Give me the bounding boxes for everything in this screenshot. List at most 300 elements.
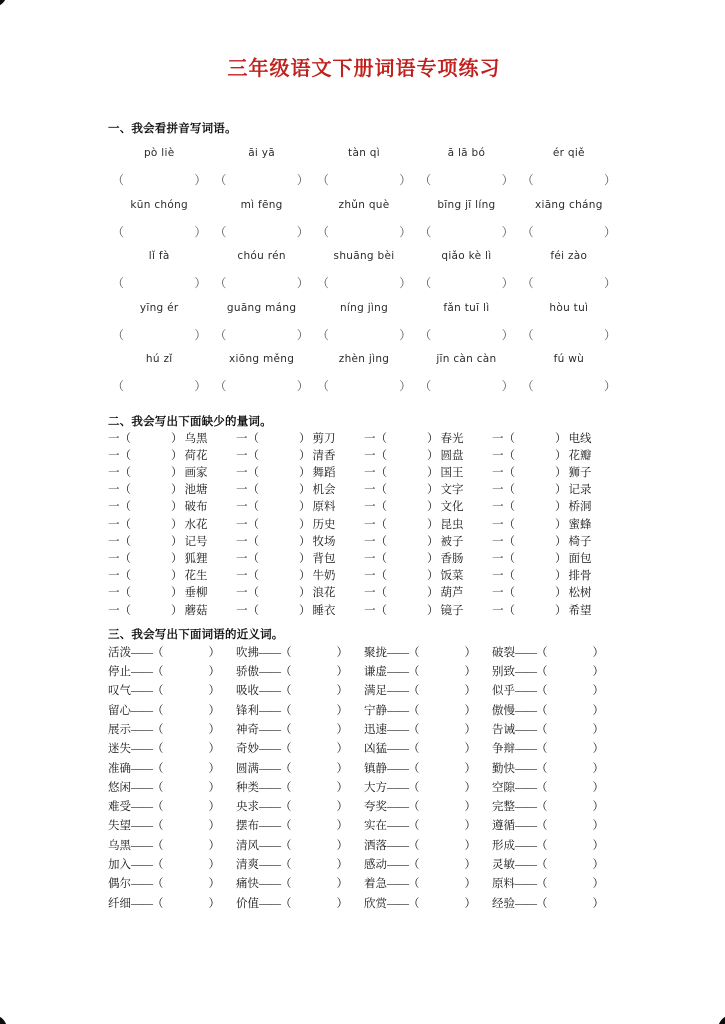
prompt-word: 准确 (108, 762, 131, 775)
bracket-close: ） (464, 646, 476, 659)
synonym-item[interactable] (492, 895, 620, 914)
measure-word-item[interactable] (236, 482, 364, 499)
synonym-item[interactable] (108, 721, 236, 740)
answer-blank[interactable] (518, 223, 620, 240)
synonym-connector: ——（ (515, 897, 547, 910)
synonym-connector: ——（ (387, 897, 419, 910)
synonym-item[interactable] (236, 817, 364, 836)
synonym-row (108, 740, 620, 759)
bracket-close: ） (592, 743, 604, 756)
pinyin-label: tàn qì (348, 147, 380, 159)
measure-word-item[interactable] (492, 431, 620, 448)
measure-word-item[interactable] (108, 585, 236, 602)
synonym-item[interactable] (236, 875, 364, 894)
synonym-item[interactable] (108, 779, 236, 798)
measure-word-item[interactable] (492, 534, 620, 551)
measure-word-item[interactable] (364, 568, 492, 585)
synonym-item[interactable] (364, 740, 492, 759)
pinyin-label: fú wù (553, 353, 585, 365)
measure-word-prefix: 一（ (236, 484, 259, 497)
prompt-word: 感动 (364, 859, 387, 871)
measure-word-item[interactable] (108, 551, 236, 568)
measure-word-prefix: 一（ (236, 552, 259, 565)
synonym-connector: ——（ (259, 878, 291, 891)
bracket-close: ） (464, 878, 476, 891)
bracket-open: （ (214, 276, 227, 290)
bracket-close: ） (464, 820, 476, 833)
prompt-word: 告诫 (492, 723, 515, 736)
noun-label: 破布 (184, 501, 208, 514)
synonym-item[interactable] (236, 644, 364, 663)
measure-word-prefix: 一（ (108, 535, 131, 548)
noun-label: 记录 (568, 484, 592, 497)
prompt-word: 争辩 (492, 743, 515, 756)
synonym-connector: ——（ (259, 781, 291, 794)
measure-word-item[interactable] (108, 499, 236, 516)
answer-blank[interactable] (210, 377, 312, 394)
bracket-close: ） (208, 685, 220, 698)
bracket-close: ） (427, 535, 439, 548)
synonym-item[interactable] (236, 798, 364, 817)
measure-word-prefix: 一（ (108, 552, 131, 565)
noun-label: 被子 (440, 535, 464, 548)
answer-blank[interactable] (108, 274, 210, 291)
synonym-connector: ——（ (515, 878, 547, 891)
answer-blank[interactable] (108, 223, 210, 240)
synonym-item[interactable] (236, 856, 364, 875)
bracket-close: ） (296, 327, 309, 342)
bracket-close: ） (336, 859, 348, 871)
measure-word-item[interactable] (364, 603, 492, 620)
prompt-word: 神奇 (236, 723, 259, 736)
measure-word-prefix: 一（ (492, 552, 515, 565)
bracket-close: ） (427, 518, 439, 531)
measure-word-item[interactable] (492, 465, 620, 482)
bracket-close: ） (208, 762, 220, 775)
noun-label: 睡衣 (312, 604, 336, 617)
synonym-connector: ——（ (387, 646, 419, 659)
synonym-item[interactable] (492, 682, 620, 701)
synonym-connector: ——（ (387, 878, 419, 891)
synonym-item[interactable] (364, 644, 492, 663)
noun-label: 圆盘 (440, 449, 464, 462)
bracket-close: ） (208, 859, 220, 871)
answer-blank[interactable] (518, 326, 620, 343)
prompt-word: 实在 (364, 820, 387, 833)
bracket-close: ） (299, 432, 311, 445)
measure-word-item[interactable] (364, 499, 492, 516)
synonym-item[interactable] (364, 856, 492, 875)
synonym-item[interactable] (108, 856, 236, 875)
prompt-word: 活泼 (108, 646, 131, 659)
bracket-open: （ (521, 379, 534, 393)
pinyin-label: guāng máng (226, 301, 297, 314)
measure-word-item[interactable] (364, 517, 492, 534)
synonym-item[interactable] (236, 837, 364, 856)
measure-word-row (108, 482, 620, 499)
bracket-close: ） (501, 379, 514, 393)
synonym-item[interactable] (236, 702, 364, 721)
pinyin-label: shuāng bèi (333, 250, 395, 262)
prompt-word: 奇妙 (236, 743, 259, 756)
bracket-close: ） (399, 379, 412, 393)
synonym-item[interactable] (108, 798, 236, 817)
bracket-close: ） (604, 379, 617, 393)
synonym-item[interactable] (364, 837, 492, 856)
measure-word-item[interactable] (364, 431, 492, 448)
bracket-close: ） (464, 762, 476, 775)
noun-label: 机会 (312, 484, 336, 497)
measure-word-item[interactable] (236, 568, 364, 585)
measure-word-prefix: 一（ (492, 518, 515, 531)
answer-blank[interactable] (518, 171, 620, 188)
prompt-word: 留心 (108, 704, 131, 717)
bracket-open: （ (112, 276, 125, 290)
answer-blank[interactable] (210, 171, 312, 188)
synonym-item[interactable] (364, 875, 492, 894)
synonym-item[interactable] (108, 644, 236, 663)
bracket-open: （ (419, 379, 432, 393)
bracket-close: ） (427, 501, 439, 514)
bracket-close: ） (171, 604, 183, 617)
bracket-close: ） (399, 276, 412, 290)
pinyin-row (108, 302, 620, 314)
pinyin-label: ér qiě (552, 147, 585, 159)
measure-word-item[interactable] (108, 568, 236, 585)
bracket-close: ） (464, 743, 476, 756)
synonym-row (108, 644, 620, 663)
measure-word-prefix: 一（ (108, 484, 131, 497)
bracket-close: ） (171, 552, 183, 565)
measure-word-item[interactable] (364, 534, 492, 551)
answer-blank[interactable] (313, 377, 415, 394)
bracket-close: ） (171, 570, 183, 583)
pinyin-row (108, 147, 620, 159)
prompt-word: 形成 (492, 839, 515, 852)
bracket-close: ） (501, 173, 514, 187)
prompt-word: 展示 (108, 723, 131, 736)
prompt-word: 别致 (492, 666, 515, 679)
synonym-connector: ——（ (387, 743, 419, 756)
synonym-item[interactable] (492, 663, 620, 682)
answer-bracket-row (108, 377, 620, 394)
bracket-open: （ (214, 327, 227, 342)
prompt-word: 摆布 (236, 820, 259, 833)
measure-word-item[interactable] (492, 482, 620, 499)
bracket-close: ） (194, 224, 207, 239)
prompt-word: 纤细 (108, 897, 131, 910)
synonym-connector: ——（ (387, 723, 419, 736)
measure-word-item[interactable] (492, 499, 620, 516)
prompt-word: 停止 (108, 666, 131, 679)
synonym-row (108, 779, 620, 798)
bracket-close: ） (427, 570, 439, 583)
synonym-item[interactable] (492, 837, 620, 856)
synonym-connector: ——（ (387, 704, 419, 717)
answer-blank[interactable] (210, 274, 312, 291)
measure-word-item[interactable] (236, 465, 364, 482)
answer-blank[interactable] (210, 223, 312, 240)
measure-word-prefix: 一（ (236, 535, 259, 548)
bracket-close: ） (555, 484, 567, 497)
synonym-item[interactable] (236, 779, 364, 798)
synonym-item[interactable] (236, 663, 364, 682)
bracket-close: ） (299, 449, 311, 462)
synonym-item[interactable] (108, 837, 236, 856)
answer-blank[interactable] (210, 326, 312, 343)
synonym-item[interactable] (492, 644, 620, 663)
bracket-close: ） (296, 276, 309, 290)
synonym-item[interactable] (492, 798, 620, 817)
measure-word-prefix: 一（ (108, 604, 131, 617)
synonym-item[interactable] (108, 702, 236, 721)
answer-blank[interactable] (518, 377, 620, 394)
answer-blank[interactable] (415, 326, 517, 343)
measure-word-item[interactable] (364, 551, 492, 568)
synonym-item[interactable] (492, 875, 620, 894)
measure-word-item[interactable] (108, 517, 236, 534)
answer-blank[interactable] (313, 274, 415, 291)
bracket-close: ） (555, 552, 567, 565)
bracket-close: ） (399, 224, 412, 239)
measure-word-item[interactable] (236, 448, 364, 465)
noun-label: 剪刀 (312, 432, 336, 445)
synonym-connector: ——（ (387, 859, 419, 871)
measure-word-item[interactable] (108, 603, 236, 620)
bracket-close: ） (296, 379, 309, 393)
bracket-close: ） (336, 723, 348, 736)
synonym-item[interactable] (236, 760, 364, 779)
measure-word-item[interactable] (236, 431, 364, 448)
answer-blank[interactable] (313, 223, 415, 240)
measure-word-prefix: 一（ (492, 484, 515, 497)
pinyin-exercise (108, 147, 620, 394)
bracket-open: （ (419, 173, 432, 187)
prompt-word: 痛快 (236, 878, 259, 891)
measure-word-item[interactable] (492, 551, 620, 568)
synonym-row (108, 721, 620, 740)
noun-label: 面包 (568, 552, 592, 565)
synonym-connector: ——（ (131, 839, 163, 852)
synonym-connector: ——（ (259, 646, 291, 659)
synonym-item[interactable] (364, 702, 492, 721)
synonym-item[interactable] (236, 740, 364, 759)
synonym-item[interactable] (108, 817, 236, 836)
prompt-word: 凶猛 (364, 743, 387, 756)
synonym-connector: ——（ (387, 666, 419, 679)
synonym-exercise (108, 644, 620, 914)
bracket-close: ） (427, 552, 439, 565)
pinyin-label: ā lā bó (447, 147, 486, 159)
measure-word-item[interactable] (364, 482, 492, 499)
pinyin-label: bīng jī líng (437, 198, 496, 211)
synonym-connector: ——（ (131, 878, 163, 891)
synonym-item[interactable] (364, 798, 492, 817)
bracket-close: ） (604, 276, 617, 290)
measure-word-item[interactable] (492, 448, 620, 465)
page-corner-bottom-right (718, 1015, 725, 1024)
measure-word-row (108, 499, 620, 516)
bracket-close: ） (208, 820, 220, 833)
synonym-connector: ——（ (515, 859, 547, 871)
bracket-close: ） (336, 781, 348, 794)
page-corner-bottom-left (0, 1015, 7, 1024)
noun-label: 蜜蜂 (568, 518, 592, 531)
bracket-close: ） (464, 685, 476, 698)
noun-label: 昆虫 (440, 518, 464, 531)
noun-label: 狮子 (568, 466, 592, 479)
measure-word-item[interactable] (364, 465, 492, 482)
pinyin-label: fǎn tuī lì (443, 301, 490, 314)
prompt-word: 傲慢 (492, 704, 515, 717)
measure-word-prefix: 一（ (364, 466, 387, 479)
synonym-item[interactable] (492, 702, 620, 721)
synonym-connector: ——（ (131, 859, 163, 871)
synonym-item[interactable] (492, 740, 620, 759)
bracket-open: （ (214, 224, 227, 239)
measure-word-item[interactable] (492, 517, 620, 534)
synonym-connector: ——（ (259, 839, 291, 852)
synonym-connector: ——（ (259, 859, 291, 871)
synonym-item[interactable] (364, 817, 492, 836)
synonym-item[interactable] (364, 895, 492, 914)
measure-word-item[interactable] (492, 568, 620, 585)
bracket-close: ） (592, 820, 604, 833)
prompt-word: 吸收 (236, 685, 259, 698)
bracket-close: ） (336, 685, 348, 698)
answer-bracket-row (108, 326, 620, 343)
noun-label: 历史 (312, 518, 336, 531)
bracket-close: ） (592, 646, 604, 659)
bracket-close: ） (555, 587, 567, 600)
answer-blank[interactable] (415, 171, 517, 188)
bracket-open: （ (316, 327, 329, 342)
synonym-item[interactable] (108, 875, 236, 894)
noun-label: 记号 (184, 535, 208, 548)
bracket-close: ） (299, 518, 311, 531)
measure-word-item[interactable] (492, 603, 620, 620)
noun-label: 希望 (568, 604, 592, 617)
measure-word-row (108, 448, 620, 465)
synonym-item[interactable] (108, 663, 236, 682)
measure-word-item[interactable] (108, 448, 236, 465)
measure-word-item[interactable] (108, 482, 236, 499)
synonym-item[interactable] (492, 779, 620, 798)
answer-blank[interactable] (108, 377, 210, 394)
bracket-close: ） (592, 723, 604, 736)
measure-word-item[interactable] (236, 585, 364, 602)
synonym-row (108, 798, 620, 817)
measure-word-item[interactable] (236, 603, 364, 620)
synonym-item[interactable] (236, 721, 364, 740)
measure-word-prefix: 一（ (364, 570, 387, 583)
synonym-connector: ——（ (131, 820, 163, 833)
bracket-close: ） (336, 646, 348, 659)
synonym-item[interactable] (364, 721, 492, 740)
synonym-item[interactable] (236, 682, 364, 701)
pinyin-label: chóu rén (237, 250, 286, 262)
pinyin-group (108, 250, 620, 291)
answer-blank[interactable] (313, 171, 415, 188)
bracket-close: ） (427, 449, 439, 462)
answer-blank[interactable] (108, 171, 210, 188)
synonym-row (108, 875, 620, 894)
noun-label: 花瓣 (568, 449, 592, 462)
measure-word-prefix: 一（ (364, 552, 387, 565)
bracket-close: ） (194, 327, 207, 342)
bracket-close: ） (336, 897, 348, 910)
measure-word-item[interactable] (364, 448, 492, 465)
bracket-close: ） (296, 173, 309, 187)
measure-word-item[interactable] (364, 585, 492, 602)
bracket-close: ） (171, 535, 183, 548)
bracket-open: （ (521, 224, 534, 239)
prompt-word: 原料 (492, 878, 515, 891)
measure-word-row (108, 431, 620, 448)
bracket-close: ） (171, 587, 183, 600)
synonym-item[interactable] (364, 779, 492, 798)
synonym-item[interactable] (492, 760, 620, 779)
bracket-close: ） (208, 878, 220, 891)
answer-blank[interactable] (518, 274, 620, 291)
measure-word-row (108, 465, 620, 482)
bracket-open: （ (419, 276, 432, 290)
bracket-close: ） (555, 535, 567, 548)
synonym-item[interactable] (492, 721, 620, 740)
synonym-item[interactable] (364, 663, 492, 682)
synonym-item[interactable] (492, 817, 620, 836)
bracket-close: ） (501, 224, 514, 239)
measure-word-item[interactable] (108, 534, 236, 551)
synonym-item[interactable] (108, 760, 236, 779)
synonym-item[interactable] (108, 682, 236, 701)
prompt-word: 清爽 (236, 859, 259, 871)
synonym-item[interactable] (108, 740, 236, 759)
synonym-item[interactable] (236, 895, 364, 914)
bracket-open: （ (521, 276, 534, 290)
measure-word-item[interactable] (108, 465, 236, 482)
answer-blank[interactable] (415, 274, 517, 291)
synonym-connector: ——（ (259, 820, 291, 833)
measure-word-item[interactable] (236, 534, 364, 551)
measure-word-prefix: 一（ (108, 466, 131, 479)
measure-word-item[interactable] (236, 499, 364, 516)
synonym-connector: ——（ (387, 839, 419, 852)
pinyin-group (108, 199, 620, 240)
answer-blank[interactable] (108, 326, 210, 343)
synonym-item[interactable] (364, 760, 492, 779)
measure-word-item[interactable] (492, 585, 620, 602)
measure-word-prefix: 一（ (364, 484, 387, 497)
bracket-close: ） (592, 781, 604, 794)
synonym-item[interactable] (108, 895, 236, 914)
answer-blank[interactable] (415, 377, 517, 394)
bracket-close: ） (427, 432, 439, 445)
prompt-word: 清风 (236, 839, 259, 852)
bracket-close: ） (171, 518, 183, 531)
measure-word-item[interactable] (236, 517, 364, 534)
synonym-item[interactable] (364, 682, 492, 701)
measure-word-item[interactable] (236, 551, 364, 568)
measure-word-item[interactable] (108, 431, 236, 448)
synonym-item[interactable] (492, 856, 620, 875)
answer-blank[interactable] (415, 223, 517, 240)
pinyin-label: xiōng měng (228, 353, 295, 365)
prompt-word: 谦虚 (364, 666, 387, 679)
bracket-close: ） (299, 570, 311, 583)
noun-label: 原料 (312, 501, 336, 514)
answer-blank[interactable] (313, 326, 415, 343)
